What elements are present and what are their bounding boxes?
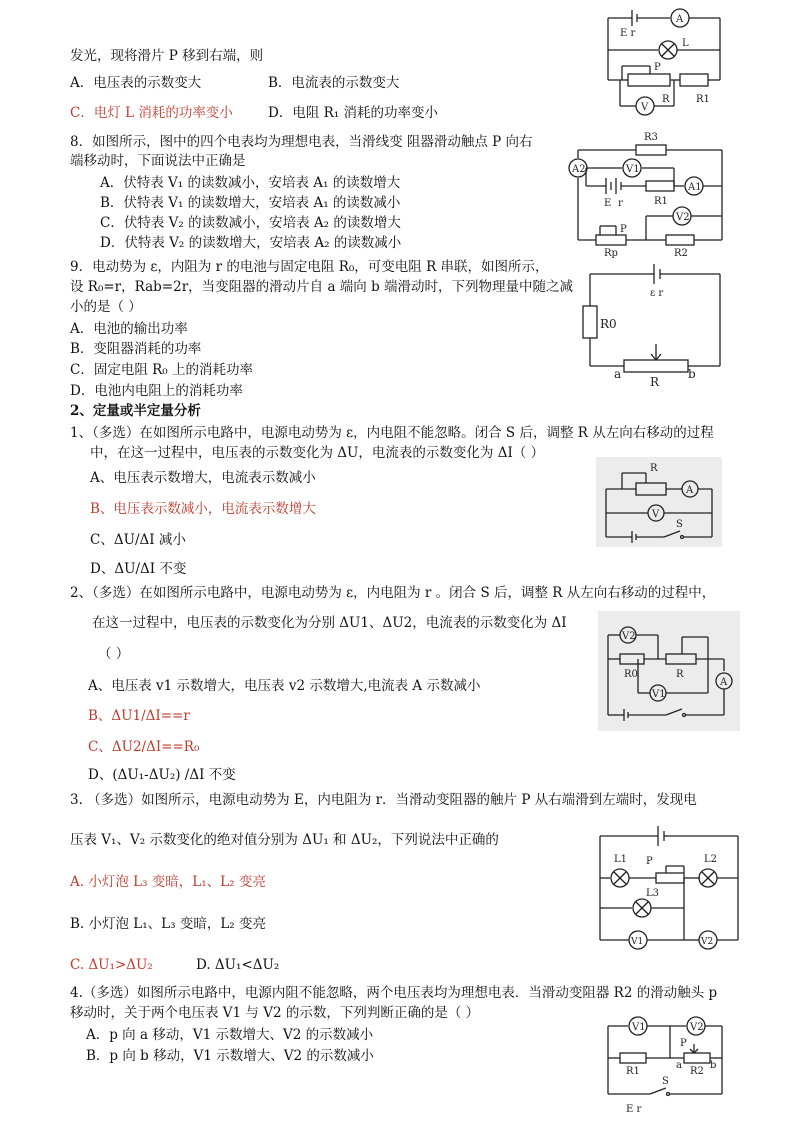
s4-option-b: B．p 向 b 移动，V1 示数增大、V2 的示数减小 [86, 1048, 374, 1064]
s1-option-a: A、电压表示数增大，电流表示数减小 [90, 470, 316, 486]
c4-v-label: V [652, 509, 660, 520]
q9-option-b: B．变阻器消耗的功率 [70, 341, 202, 357]
c6-l2-label: L2 [704, 854, 718, 865]
s2-stem-line2: 在这一过程中，电压表的示数变化为分别 ΔU1、ΔU2，电流表的示数变化为 ΔI [92, 615, 567, 631]
s1-option-c: C、ΔU/ΔI 减小 [90, 532, 186, 548]
circuit-diagram-q7 [600, 6, 730, 118]
c6-v1-label: V1 [631, 937, 644, 947]
s2-stem-line1: 2、（多选）在如图所示电路中，电源电动势为 ε，内电阻为 r 。闭合 S 后，调整 R 从左向右移动的过程中， [70, 585, 716, 601]
section-heading: 2、定量或半定量分析 [70, 403, 201, 419]
s1-option-d: D、ΔU/ΔI 不变 [90, 561, 187, 577]
q8-stem-line1: 8．如图所示，图中的四个电表均为理想电表，当滑线变 阻器滑动触点 P 向右 [70, 134, 533, 150]
c3-source-label: ε r [650, 288, 664, 299]
c2-e-label: E [604, 198, 612, 209]
circuit-photo-s2 [598, 611, 740, 731]
c6-p-label: P [646, 856, 653, 867]
c1-rheostat-label: R [662, 94, 670, 105]
s2-option-a: A、电压表 v1 示数增大，电压表 v2 示数增大,电流表 A 示数减小 [88, 678, 481, 694]
c1-r1-label: R1 [696, 94, 710, 105]
q7-lead: 发光，现将滑片 P 移到右端，则 [70, 48, 264, 64]
q7-option-b: B．电流表的示数变大 [268, 75, 400, 91]
q9-option-c: C．固定电阻 R₀ 上的消耗功率 [70, 362, 253, 378]
circuit-diagram-s4 [600, 1010, 730, 1118]
s2-option-d: D、(ΔU₁-ΔU₂) /ΔI 不变 [88, 767, 236, 783]
c2-a1-label: A1 [688, 182, 702, 193]
s3-stem-line1: 3. （多选）如图所示，电源电动势为 E，内电阻为 r．当滑动变阻器的触片 P 从右端滑到左端时，发现电 [70, 792, 697, 808]
q9-stem-line3: 小的是（ ） [70, 299, 142, 315]
q7-option-d: D．电阻 R₁ 消耗的功率变小 [268, 105, 438, 121]
c7-s-label: S [662, 1076, 669, 1087]
c2-v1-label: V1 [626, 164, 640, 175]
c7-er-label: E r [626, 1104, 642, 1115]
q9-option-d: D．电池内电阻上的消耗功率 [70, 383, 243, 399]
c1-lamp-label: L [682, 38, 689, 49]
c7-v2-label: V2 [690, 1022, 704, 1033]
c7-a-label: a [676, 1060, 682, 1071]
circuit-diagram-s3 [596, 822, 744, 952]
c7-r2-label: R2 [690, 1066, 704, 1077]
q9-option-a: A．电池的输出功率 [70, 321, 188, 337]
c4-r-label: R [650, 463, 658, 474]
q8-stem-line2: 端移动时，下面说法中正确是 [70, 153, 246, 169]
s3-stem-line2: 压表 V₁、V₂ 示数变化的绝对值分别为 ΔU₁ 和 ΔU₂，下列说法中正确的 [70, 832, 499, 848]
s2-option-c: C、ΔU2/ΔI==R₀ [88, 739, 200, 755]
c1-ammeter-label: A [676, 14, 684, 25]
c1-voltmeter-label: V [641, 102, 649, 113]
c7-v1-label: V1 [632, 1022, 646, 1033]
c2-a2-label: A2 [572, 164, 586, 175]
q8-option-c: C．伏特表 V₂ 的读数减小，安培表 A₂ 的读数增大 [100, 215, 401, 231]
c6-v2-label: V2 [701, 937, 714, 947]
c2-r-label: r [618, 198, 623, 209]
s2-option-b: B、ΔU1/ΔI==r [88, 708, 190, 724]
q8-option-d: D．伏特表 V₂ 的读数增大，安培表 A₂ 的读数减小 [100, 235, 402, 251]
c4-a-label: A [686, 485, 694, 496]
q9-stem-line1: 9．电动势为 ε，内阻为 r 的电池与固定电阻 R₀，可变电阻 R 串联，如图所示， [70, 259, 549, 275]
s4-stem-line1: 4.（多选）如图所示电路中，电源内阻不能忽略，两个电压表均为理想电表．当滑动变阻器 R2 的滑动触头 p [70, 985, 718, 1001]
c2-v2-label: V2 [676, 212, 690, 223]
s3-option-b: B. 小灯泡 L₁、L₃ 变暗，L₂ 变亮 [70, 916, 267, 932]
q7-option-c: C．电灯 L 消耗的功率变小 [70, 105, 233, 121]
q9-stem-line2: 设 R₀=r，Rab=2r，当变阻器的滑动片自 a 端向 b 端滑动时，下列物理量中随之减 [70, 279, 574, 295]
c3-b-label: b [688, 367, 696, 381]
c6-l1-label: L1 [614, 854, 628, 865]
c5-v1-label: V1 [652, 689, 666, 700]
circuit-diagram-q9 [578, 260, 728, 390]
c1-source-label: E r [620, 28, 636, 39]
c2-r2-label: R2 [674, 248, 688, 258]
c3-r-label: R [650, 375, 660, 389]
q8-option-a: A．伏特表 V₁ 的读数减小，安培表 A₁ 的读数增大 [100, 175, 401, 191]
c3-a-label: a [614, 367, 622, 381]
s2-stem-line3: （ ） [98, 646, 130, 662]
c5-a-label: A [720, 677, 728, 688]
c2-p-label: P [620, 224, 627, 235]
s4-option-a: A．p 向 a 移动，V1 示数增大、V2 的示数减小 [86, 1027, 374, 1043]
s3-option-a: A. 小灯泡 L₃ 变暗，L₁、L₂ 变亮 [70, 874, 266, 890]
c4-s-label: S [676, 519, 683, 530]
c3-r0-label: R0 [600, 317, 617, 331]
c5-v2-label: V2 [622, 631, 636, 642]
c5-r-label: R [676, 669, 684, 680]
c2-r3-label: R3 [644, 132, 658, 143]
q7-option-a: A．电压表的示数变大 [70, 75, 202, 91]
c7-r1-label: R1 [626, 1066, 640, 1077]
circuit-photo-s1 [596, 457, 722, 547]
c2-r1-label: R1 [654, 196, 668, 207]
c2-rp-label: Rp [604, 248, 618, 258]
c7-p-label: P [680, 1038, 687, 1049]
s3-option-c: C. ΔU₁>ΔU₂ [70, 957, 153, 973]
c6-l3-label: L3 [646, 888, 660, 899]
s1-stem-line1: 1、（多选）在如图所示电路中，电源电动势为 ε，内电阻不能忽略。闭合 S 后，调整 R 从左向右移动的过程 [70, 425, 714, 441]
s3-option-d: D. ΔU₁<ΔU₂ [196, 957, 280, 973]
c5-r0-label: R0 [624, 669, 638, 680]
circuit-diagram-q8 [566, 128, 736, 258]
s1-option-b: B、电压表示数减小，电流表示数增大 [90, 501, 316, 517]
c1-slider-label: P [654, 62, 661, 73]
c7-b-label: b [710, 1060, 717, 1071]
s1-stem-line2: 中，在这一过程中，电压表的示数变化为 ΔU，电流表的示数变化为 ΔI（ ） [90, 445, 545, 461]
s4-stem-line2: 移动时，关于两个电压表 V1 与 V2 的示数，下列判断正确的是（ ） [70, 1005, 480, 1021]
q8-option-b: B．伏特表 V₁ 的读数增大，安培表 A₁ 的读数减小 [100, 195, 401, 211]
